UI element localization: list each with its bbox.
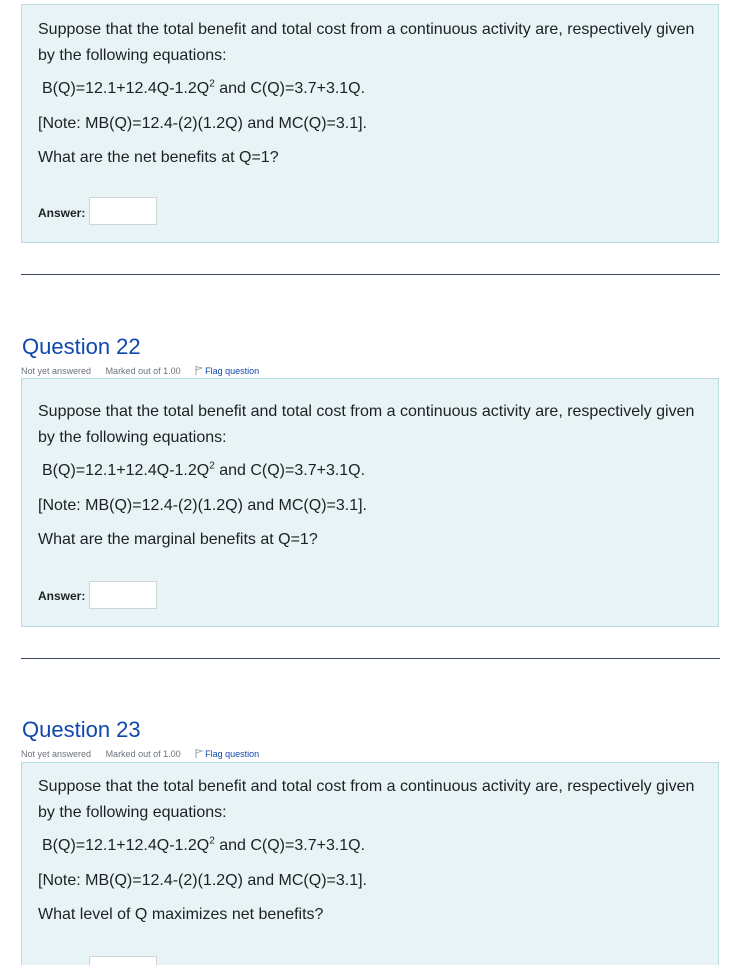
question-separator — [21, 274, 720, 275]
question-equations — [42, 833, 365, 859]
answer-label: Answer: — [38, 589, 86, 603]
question-status: Not yet answered — [21, 366, 92, 376]
benefit-equation: B(Q)=12.1+12.4Q-1.2Q — [42, 80, 210, 97]
flag-question-link-22[interactable] — [195, 366, 271, 376]
question-intro: Suppose that the total benefit and total cost from a continuous activity are, respectively given by the following equations: — [38, 21, 695, 64]
exponent: 2 — [209, 835, 215, 847]
question-marks: Marked out of 1.00 — [105, 749, 181, 759]
benefit-equation: B(Q)=12.1+12.4Q-1.2Q — [42, 462, 210, 479]
flag-question-label: Flag question — [205, 749, 260, 759]
cost-equation: and C(Q)=3.7+3.1Q. — [214, 80, 366, 97]
cost-equation: and C(Q)=3.7+3.1Q. — [214, 462, 366, 479]
question-intro: Suppose that the total benefit and total cost from a continuous activity are, respectively given by the following equations: — [38, 778, 695, 821]
answer-input-21[interactable] — [89, 197, 157, 225]
question-prompt: What level of Q maximizes net benefits? — [38, 906, 324, 923]
question-note: [Note: MB(Q)=12.4-(2)(1.2Q) and MC(Q)=3.1]. — [38, 497, 367, 514]
cost-equation: and C(Q)=3.7+3.1Q. — [214, 837, 366, 854]
flag-icon — [195, 749, 203, 758]
exponent: 2 — [209, 78, 215, 90]
answer-input-22[interactable] — [89, 581, 157, 609]
question-text-box-22 — [21, 378, 719, 627]
question-heading-22: Question 22 — [22, 334, 141, 359]
question-status: Not yet answered — [21, 749, 92, 759]
question-note: [Note: MB(Q)=12.4-(2)(1.2Q) and MC(Q)=3.1]. — [38, 872, 367, 889]
exponent: 2 — [209, 460, 215, 472]
question-equations — [42, 458, 365, 484]
answer-input-23[interactable] — [89, 956, 157, 965]
flag-question-link-23[interactable] — [195, 749, 271, 759]
question-intro: Suppose that the total benefit and total cost from a continuous activity are, respectively given by the following equations: — [38, 403, 695, 446]
benefit-equation: B(Q)=12.1+12.4Q-1.2Q — [42, 837, 210, 854]
question-info-23 — [21, 749, 283, 759]
question-note: [Note: MB(Q)=12.4-(2)(1.2Q) and MC(Q)=3.1]. — [38, 115, 367, 132]
flag-question-label: Flag question — [205, 366, 260, 376]
question-prompt: What are the net benefits at Q=1? — [38, 149, 279, 166]
question-marks: Marked out of 1.00 — [105, 366, 181, 376]
question-separator — [21, 658, 720, 659]
question-equations — [42, 76, 365, 102]
flag-icon — [195, 366, 203, 375]
answer-label: Answer: — [38, 206, 86, 220]
question-heading-23: Question 23 — [22, 717, 141, 742]
question-text-box-21 — [21, 4, 719, 243]
question-prompt: What are the marginal benefits at Q=1? — [38, 531, 318, 548]
question-info-22 — [21, 366, 283, 376]
question-text-box-23 — [21, 762, 719, 965]
